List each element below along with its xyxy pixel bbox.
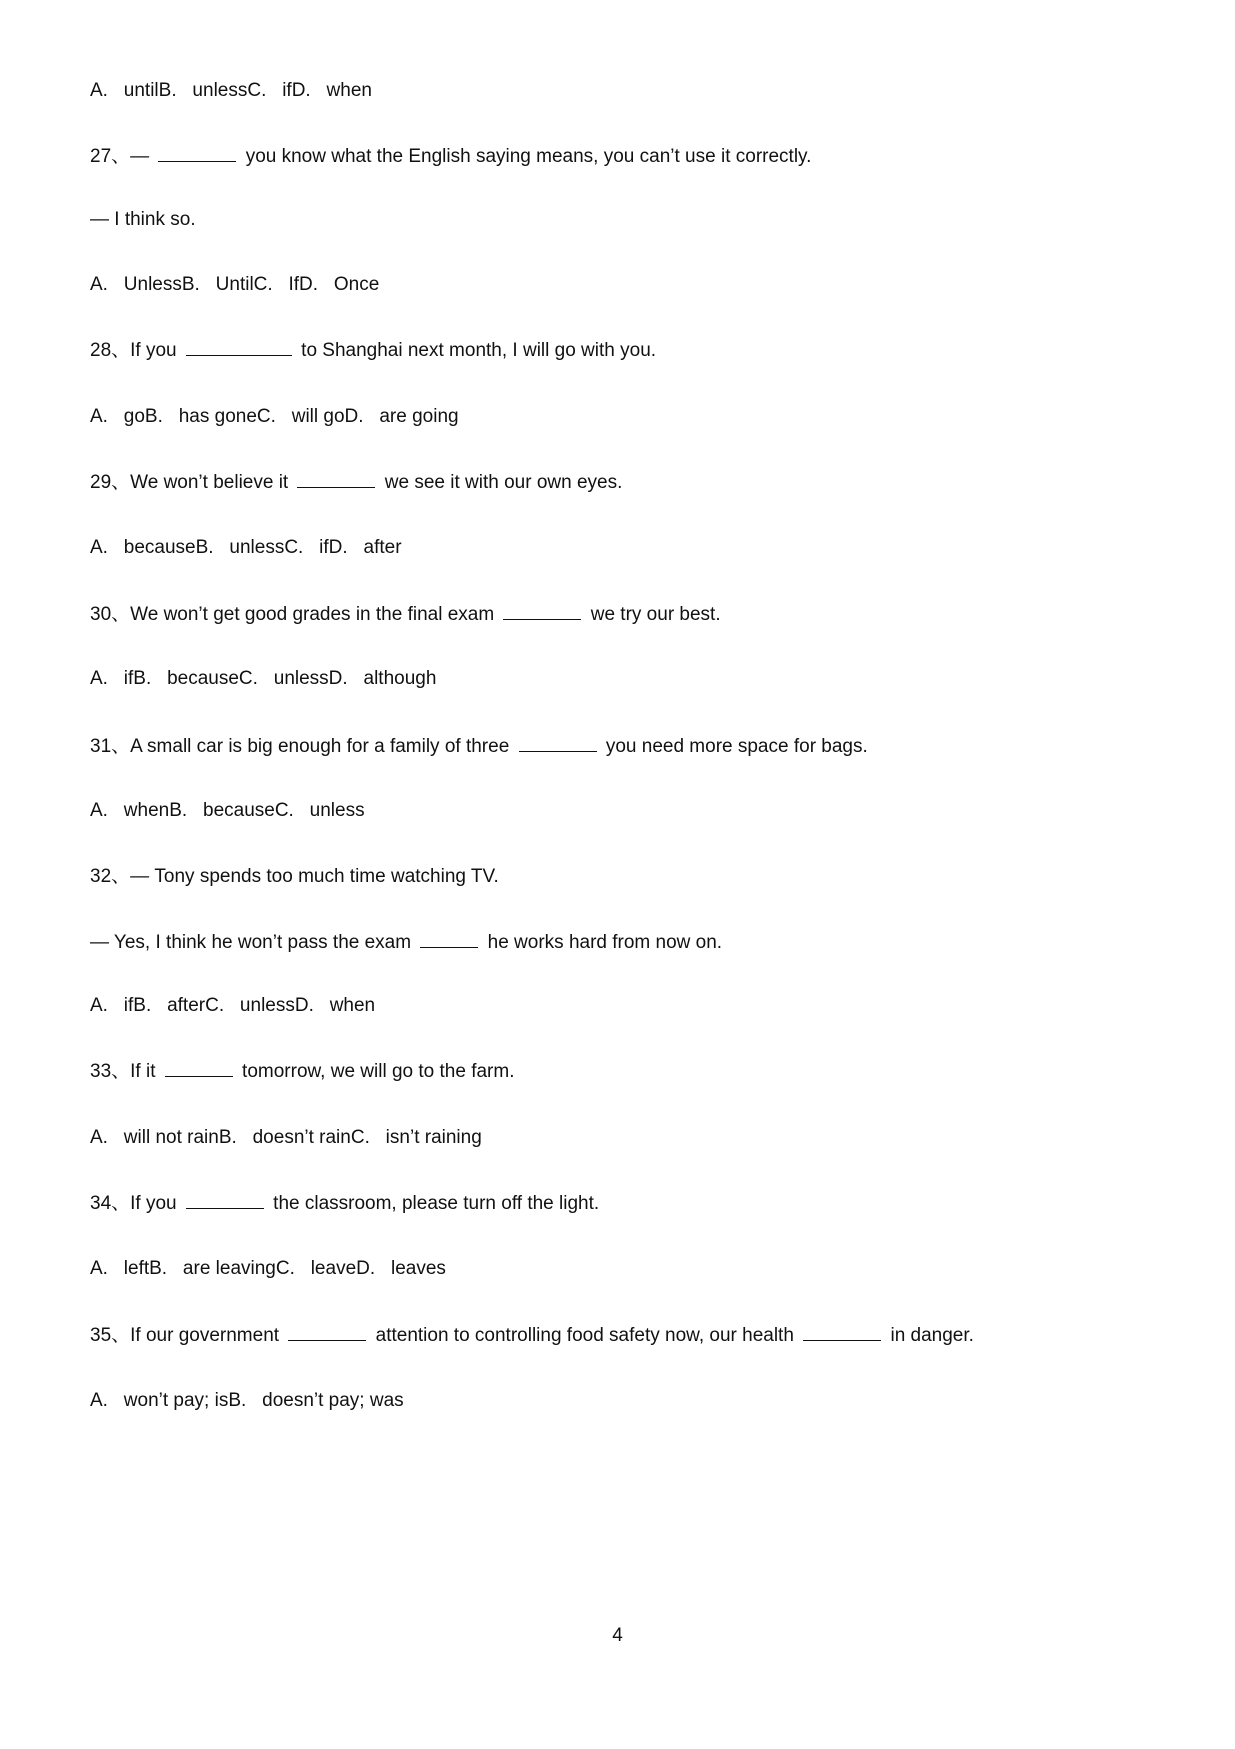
answer-blank	[186, 338, 292, 356]
question-text: we see it with our own eyes.	[379, 472, 623, 493]
question-text: to Shanghai next month, I will go with you.	[295, 340, 657, 361]
question-text: If you	[130, 1193, 182, 1214]
question-text: you need more space for bags.	[600, 736, 868, 757]
options-q26: A. untilB. unlessC. ifD. when	[90, 80, 372, 101]
question-number: 35、	[90, 1325, 131, 1346]
options-q31: A. whenB. becauseC. unless	[90, 800, 365, 821]
answer-blank	[519, 734, 597, 752]
question-text: If it	[130, 1061, 161, 1082]
question-number: 29、	[90, 472, 131, 493]
question-text: you know what the English saying means, you can’t use it correctly.	[240, 146, 812, 167]
question-text: attention to controlling food safety now, our health	[370, 1325, 800, 1346]
question-number: 32、	[90, 866, 131, 887]
question-text: in danger.	[885, 1325, 974, 1346]
options-q28: A. goB. has goneC. will goD. are going	[90, 406, 459, 427]
question-text: tomorrow, we will go to the farm.	[236, 1061, 515, 1082]
options-q35: A. won’t pay; isB. doesn’t pay; was	[90, 1390, 404, 1411]
question-text: — Tony spends too much time watching TV.	[130, 866, 499, 887]
question-text: the classroom, please turn off the light.	[267, 1193, 600, 1214]
dialogue-text: he works hard from now on.	[482, 932, 723, 953]
question-32	[90, 865, 499, 889]
dialogue-line	[90, 930, 722, 955]
answer-blank	[420, 930, 478, 948]
dialogue-line: — I think so.	[90, 209, 196, 230]
question-31	[90, 734, 868, 759]
answer-blank	[297, 470, 375, 488]
answer-blank	[165, 1059, 233, 1077]
question-30	[90, 602, 721, 627]
options-q30: A. ifB. becauseC. unlessD. although	[90, 668, 437, 689]
question-33	[90, 1059, 514, 1084]
question-text: we try our best.	[585, 604, 721, 625]
question-text: —	[130, 146, 155, 167]
question-number: 28、	[90, 340, 131, 361]
options-q34: A. leftB. are leavingC. leaveD. leaves	[90, 1258, 446, 1279]
question-text: We won’t get good grades in the final exam	[130, 604, 500, 625]
question-text: If our government	[130, 1325, 285, 1346]
question-35	[90, 1323, 974, 1348]
dialogue-text: — Yes, I think he won’t pass the exam	[90, 932, 417, 953]
question-number: 33、	[90, 1061, 131, 1082]
question-text: We won’t believe it	[130, 472, 294, 493]
question-number: 34、	[90, 1193, 131, 1214]
question-number: 30、	[90, 604, 131, 625]
question-text: A small car is big enough for a family of three	[130, 736, 515, 757]
answer-blank	[186, 1191, 264, 1209]
answer-blank	[288, 1323, 366, 1341]
question-number: 31、	[90, 736, 131, 757]
answer-blank	[503, 602, 581, 620]
question-34	[90, 1191, 599, 1216]
question-27	[90, 144, 811, 169]
options-q27: A. UnlessB. UntilC. IfD. Once	[90, 274, 380, 295]
question-29	[90, 470, 622, 495]
options-q32: A. ifB. afterC. unlessD. when	[90, 995, 376, 1016]
options-q33: A. will not rainB. doesn’t rainC. isn’t raining	[90, 1127, 482, 1148]
page-number: 4	[612, 1625, 623, 1646]
question-text: If you	[130, 340, 182, 361]
question-number: 27、	[90, 146, 131, 167]
question-28	[90, 338, 656, 363]
answer-blank	[158, 144, 236, 162]
options-q29: A. becauseB. unlessC. ifD. after	[90, 537, 402, 558]
answer-blank	[803, 1323, 881, 1341]
